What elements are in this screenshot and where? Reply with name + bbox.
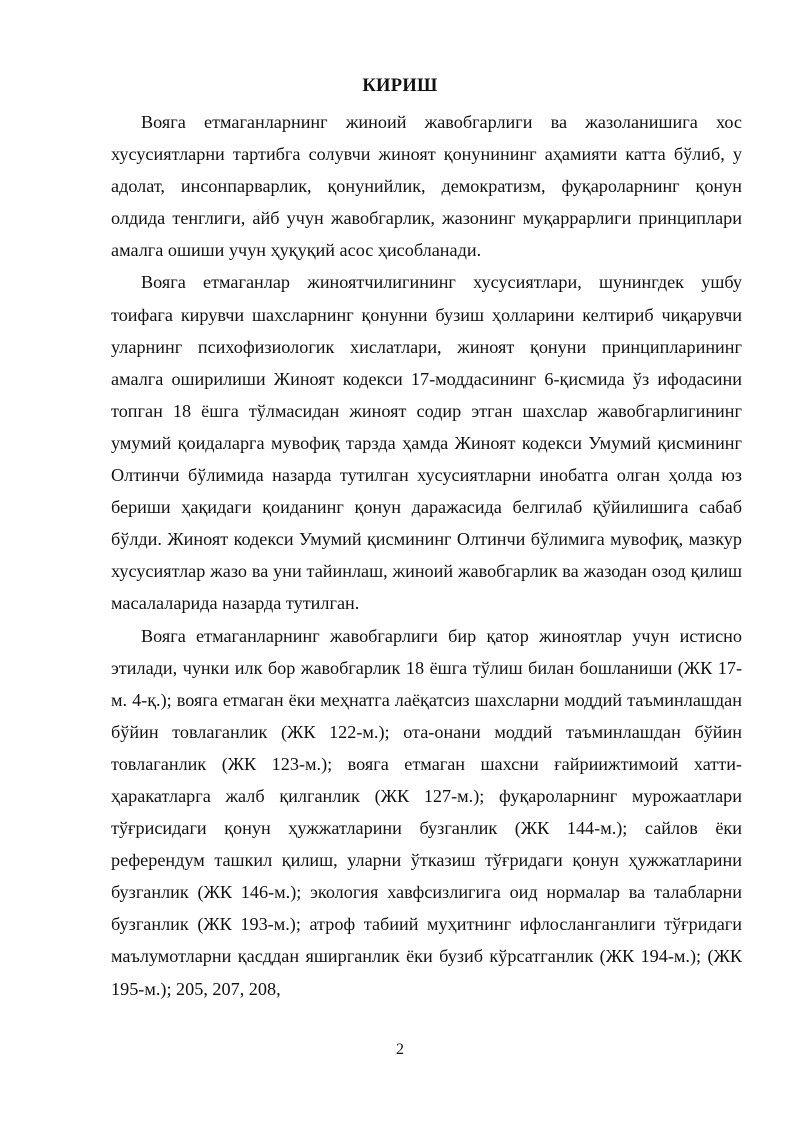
paragraph-1: Вояга етмаганларнинг жиноий жавобгарлиги ва жазоланишига хос хусусиятларни тартибга солувчи жиноят қонунининг аҳамияти катта бўлиб, у адолат, инсонпарварлик, қонунийлик, демократизм, фуқароларнинг қонун олдида тенглиги, айб учун жавобгарлик, жазонинг муқаррарлиги принциплари амалга ошиши учун ҳуқуқий асос ҳисобланади. [111, 112, 742, 261]
paragraph-2: Вояга етмаганлар жиноятчилигининг хусусиятлари, шунингдек ушбу тоифага кирувчи шахсларнинг қонунни бузиш ҳолларини келтириб чиқарувчи уларнинг психофизиологик хислатлари, жиноят қонуни принципларининг амалга оширилиши Жиноят кодекси 17-моддасининг 6-қисмида ўз ифодасини топган 18 ёшга тўлмасидан жиноят содир этган шахслар жавобгарлигининг умумий қоидаларга мувофиқ тарзда ҳамда Жиноят кодекси Умумий қисмининг Олтинчи бўлимида назарда тутилган хусусиятларни инобатга олган ҳолда юз бериши ҳақидаги қоиданинг қонун даражасида белгилаб қўйилишига сабаб бўлди. Жиноят кодекси Умумий қисмининг Олтинчи бўлимига мувофиқ, мазкур хусусиятлар жазо ва уни тайинлаш, жиноий жавобгарлик ва жазодан озод қилиш масалаларида назарда тутилган. [111, 272, 742, 614]
page-number: 2 [396, 1041, 404, 1058]
body-text [111, 106, 742, 1005]
paragraph-3: Вояга етмаганларнинг жавобгарлиги бир қатор жиноятлар учун истисно этилади, чунки илк бор жавобгарлик 18 ёшга тўлиш билан бошланиши (ЖК 17-м. 4-қ.); вояга етмаган ёки меҳнатга лаёқатсиз шахсларни моддий таъминлашдан бўйин товлаганлик (ЖК 122-м.); ота-онани моддий таъминлашдан бўйин товлаганлик (ЖК 123-м.); вояга етмаган шахсни ғайриижтимоий хатти-ҳаракатларга жалб қилганлик (ЖК 127-м.); фуқароларнинг мурожаатлари тўғрисидаги қонун ҳужжатларини бузганлик (ЖК 144-м.); сайлов ёки референдум ташкил қилиш, уларни ўтказиш тўғридаги қонун ҳужжатларини бузганлик (ЖК 146-м.); экология хавфсизлигига оид нормалар ва талабларни бузганлик (ЖК 193-м.); атроф табиий муҳитнинг ифлосланганлиги тўғридаги маълумотларни қасддан яширганлик ёки бузиб кўрсатганлик (ЖК 194-м.); (ЖК 195-м.); 205, 207, 208, [111, 625, 742, 999]
section-heading: КИРИШ [362, 76, 438, 96]
